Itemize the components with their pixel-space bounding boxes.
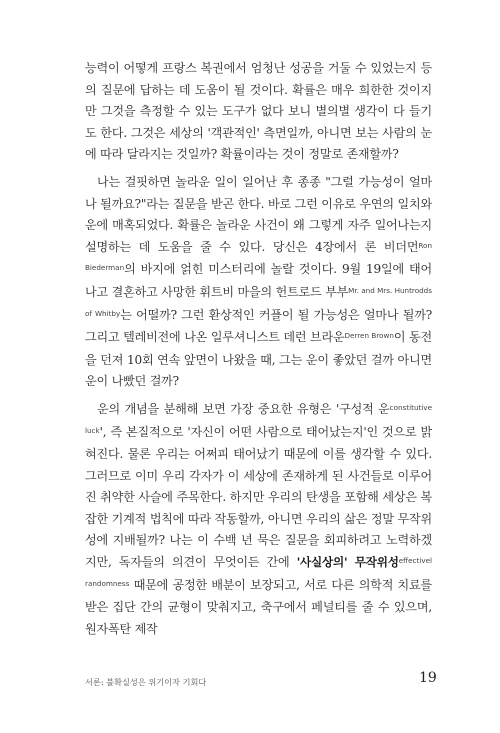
english-gloss: Derren Brown — [344, 331, 394, 341]
paragraph — [85, 58, 432, 166]
text-run: 의 바지에 얽힌 미스터리에 놀랄 것이다. 9월 19일에 태어나고 결혼하고 사망한 휘트비 마을의 헌트로드 부부 — [85, 262, 432, 299]
english-gloss: constitutive luck — [85, 402, 432, 435]
text-run: 이 동전을 던져 10회 연속 앞면이 나왔을 때, 그는 운이 좋았던 걸까 아니면 운이 나빴던 걸까? — [85, 330, 433, 389]
running-title: 서론: 불확실성은 위기이자 기회다 — [85, 677, 207, 687]
bold-term: '사실상의' 무작위성 — [296, 555, 399, 570]
page-number: 19 — [419, 670, 437, 686]
english-gloss: Ron Biederman — [85, 240, 432, 273]
text-run: 때문에 공정한 배분이 보장되고, 서로 다른 의학적 치료를 받은 집단 간의 균형이 맞춰지고, 축구에서 페널티를 줄 수 있으며, 원자폭탄 제작 — [85, 577, 432, 636]
paragraph — [85, 172, 432, 393]
text-run: ', 즉 본질적으로 '자신이 어떤 사람으로 태어났는지'인 것으로 밝혀진다. 물론 우리는 어쩌피 태어났기 때문에 이를 생각할 수 있다. 그러므로 이미 우리 각자가 이 세상에 존재하게 된 사건들로 이루어진 취약한 사슬에 주목한다. 하지만 우리의 탄생을 포함해 세상은 복잡한 기계적 법칙에 따라 작동할까, 아니면 우리의 삶은 정말 무작위성에 지배될까? 나는 이 수백 년 묵은 질문을 회피하려고 노력하겠지만, 독자들의 의견이 무엇이든 간에 — [85, 424, 432, 570]
text-run: 나는 걸핏하면 놀라운 일이 일어난 후 종종 "그럴 가능성이 얼마나 될까요?"라는 질문을 받곤 한다. 바로 그런 이유로 우연의 일치와 운에 매혹되었다. 확률은 놀라운 사건이 왜 그렇게 자주 일어나는지 설명하는 데 도움을 줄 수 있다. 당신은 4장에서 론 비더먼 — [85, 174, 432, 254]
english-gloss: Mr. and Mrs. Huntrodds of Whitby — [85, 285, 432, 318]
paragraph — [85, 399, 432, 641]
english-gloss: effectivel randomness — [85, 556, 432, 588]
text-run: 능력이 어떻게 프랑스 복권에서 엄청난 성공을 거둘 수 있었는지 등의 질문에 답하는 데 도움이 될 것이다. 확률은 매우 희한한 것이지만 그것을 측정할 수 있는 도구가 없다 보니 별의별 생각이 다 들기도 한다. 그것은 세상의 '객관적인' 측면일까, 아니면 보는 사람의 눈에 따라 달라지는 것일까? 확률이라는 것이 정말로 존재할까? — [85, 61, 432, 162]
body-text — [85, 58, 432, 640]
text-run: 는 어떨까? 그런 환상적인 커플이 될 가능성은 얼마나 될까? 그리고 텔레비전에 나온 일루셔니스트 데런 브라운 — [85, 307, 432, 345]
text-run: 운의 개념을 분해해 보면 가장 중요한 유형은 '구성적 운 — [97, 401, 390, 416]
